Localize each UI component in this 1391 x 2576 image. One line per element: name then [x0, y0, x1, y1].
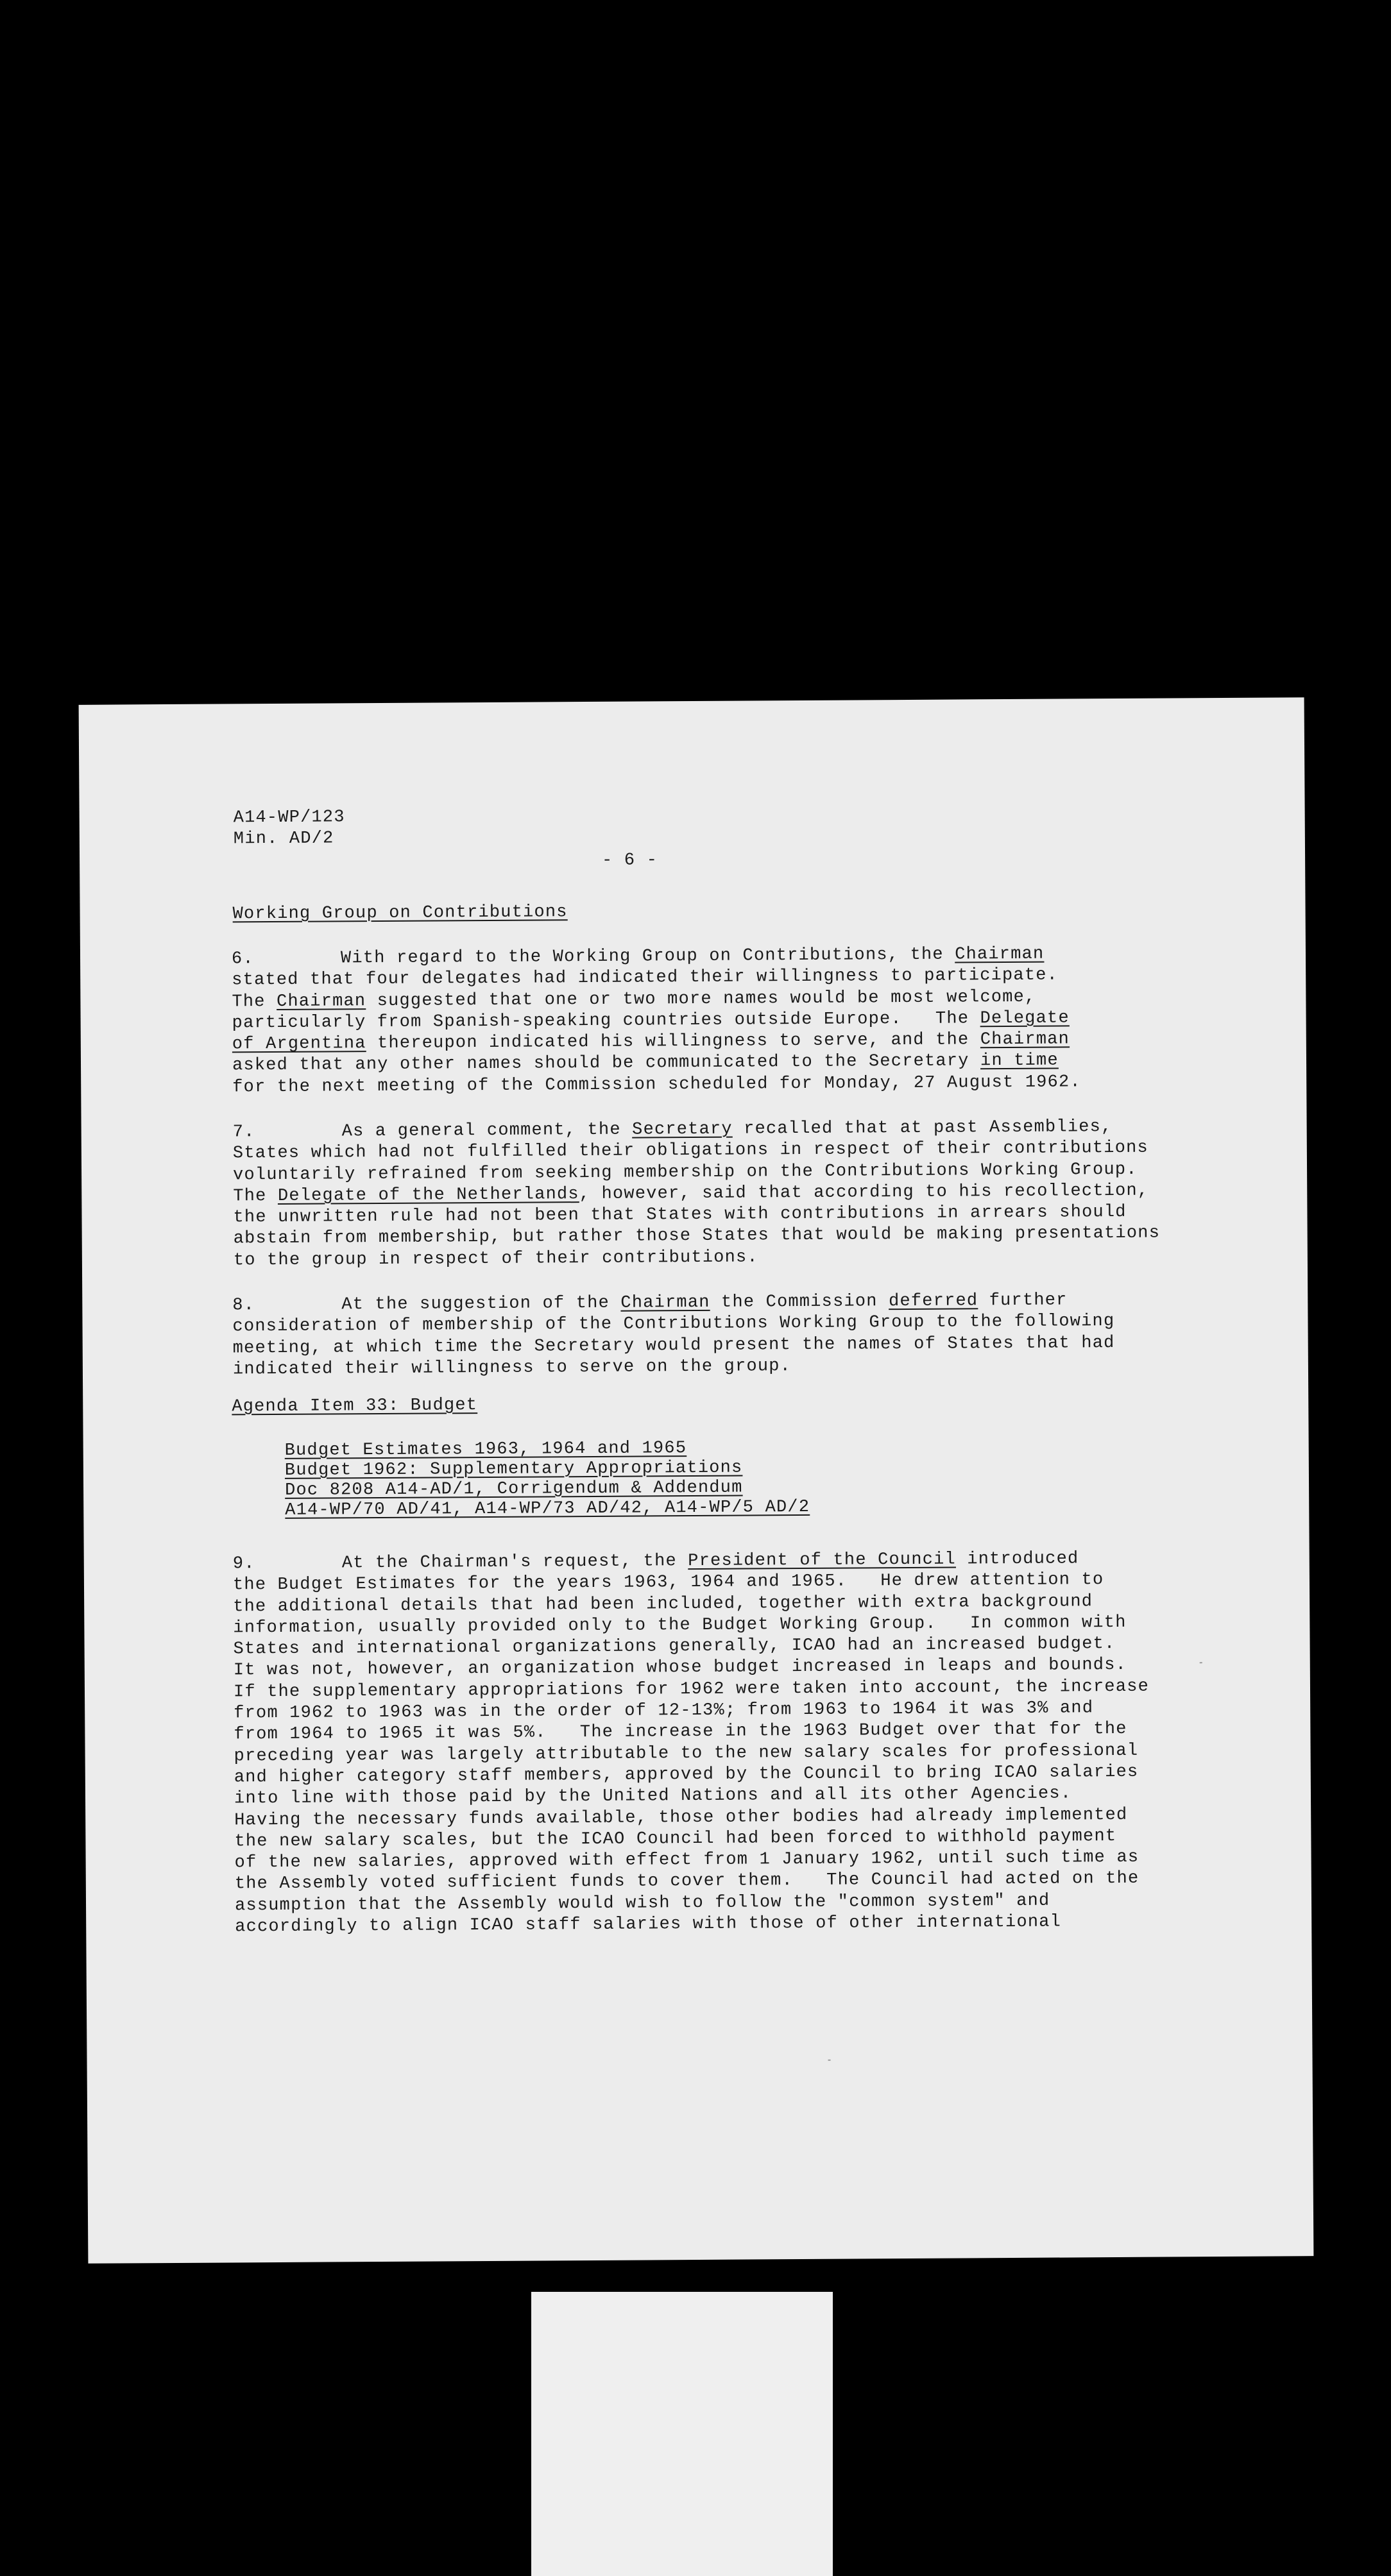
- paragraph-7: 7. As a general comment, the Secretary recalled that at past Assemblies, States which had not fulfilled their obligations in respect of their contributions voluntarily refrained from seeking membership on the Contributions Working Group. The Delegate of the Netherlands, however, said that according to his recollection, the unwritten rule had not been that States with contributions in arrears should abstain from membership, but rather those States that would be making presentations to the group in respect of their contributions.: [232, 1117, 1161, 1271]
- paragraph-6: 6. With regard to the Working Group on Contributions, the Chairman stated that four delegates had indicated their willingness to participate. The Chairman suggested that one or two more names would be most welcome, particularly from Spanish-speaking countries outside Europe. The Delegate of Argentina thereupon indicated his willingness to serve, and the Chairman asked that any other names should be communicated to the Secretary in time for the next meeting of the Commission scheduled for Monday, 27 August 1962.: [231, 944, 1081, 1097]
- next-page-strip: [531, 2292, 833, 2576]
- paragraph-8: 8. At the suggestion of the Chairman the Commission deferred further consideration of membership of the Contributions Working Group to the following meeting, at which time the Secretary would present the names of States that had indicated their willingness to serve on the group.: [232, 1291, 1115, 1380]
- reference-item: Budget Estimates 1963, 1964 and 1965: [284, 1439, 687, 1461]
- document-reference: A14-WP/123 Min. AD/2: [233, 808, 345, 849]
- document-page: [79, 697, 1314, 2264]
- reference-item: Doc 8208 A14-AD/1, Corrigendum & Addendum: [284, 1478, 743, 1500]
- reference-item: A14-WP/70 AD/41, A14-WP/73 AD/42, A14-WP/5 AD/2: [285, 1497, 810, 1520]
- scan-speck: [828, 2060, 831, 2061]
- scan-speck: [1200, 1662, 1202, 1663]
- reference-item: Budget 1962: Supplementary Appropriations: [284, 1458, 743, 1480]
- section-heading-budget: Agenda Item 33: Budget: [232, 1396, 478, 1417]
- page-number: - 6 -: [602, 851, 658, 870]
- section-heading-contributions: Working Group on Contributions: [232, 902, 568, 924]
- budget-reference-list: [285, 1438, 810, 1521]
- paragraph-9: 9. At the Chairman's request, the President of the Council introduced the Budget Estimates for the years 1963, 1964 and 1965. He drew attention to the additional details that had been included, together with extra background information, usually provided only to the Budget Working Group. In common with States and international organizations generally, ICAO had an increased budget. It was not, however, an organization whose budget increased in leaps and bounds. If the supplementary appropriations for 1962 were taken into account, the increase from 1962 to 1963 was in the order of 12-13%; from 1963 to 1964 it was 3% and from 1964 to 1965 it was 5%. The increase in the 1963 Budget over that for the preceding year was largely attributable to the new salary scales for professional and higher category staff members, approved by the Council to bring ICAO salaries into line with those paid by the United Nations and all its other Agencies. Having the necessary funds available, those other bodies had already implemented the new salary scales, but the ICAO Council had been forced to withhold payment of the new salaries, approved with effect from 1 January 1962, until such time as the Assembly voted sufficient funds to cover them. The Council had acted on the assumption that the Assembly would wish to follow the "common system" and accordingly to align ICAO staff salaries with those of other international: [232, 1549, 1150, 1937]
